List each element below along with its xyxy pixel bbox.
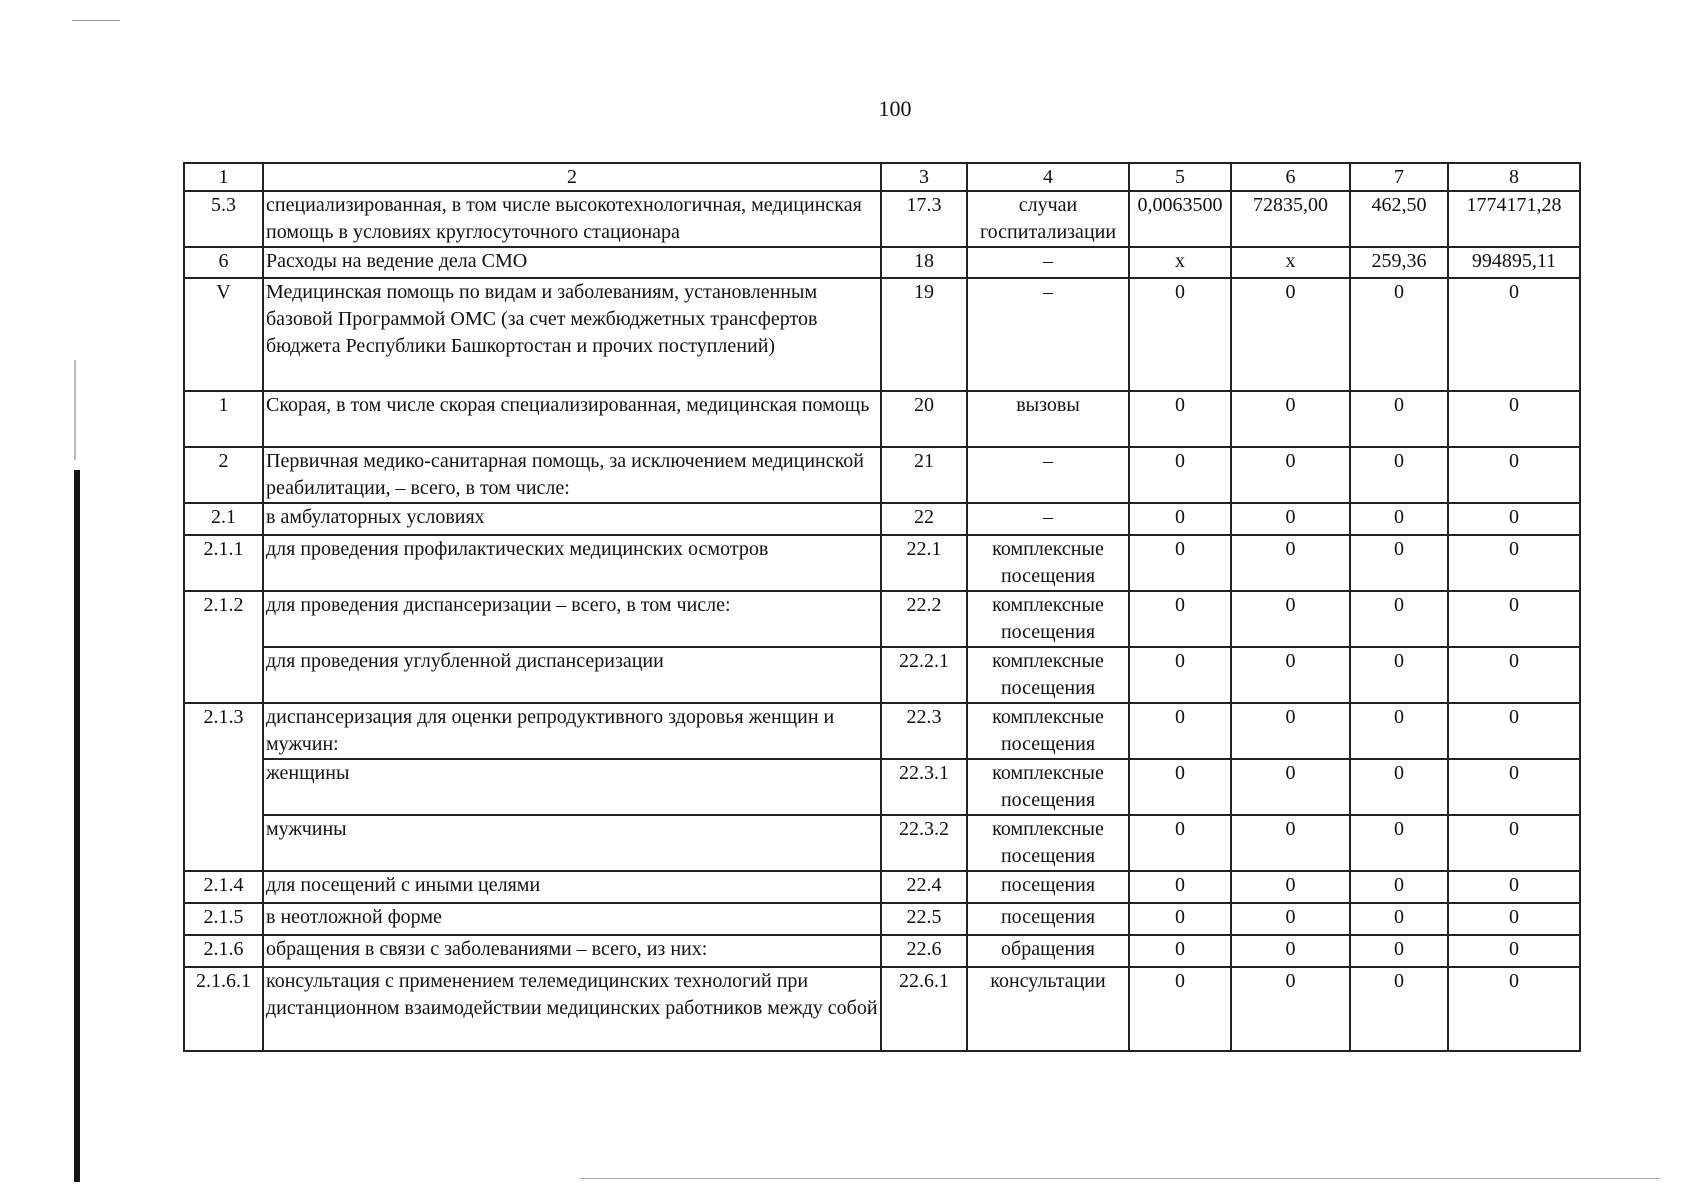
row-col5: 0 xyxy=(1129,759,1231,815)
row-code: 22.2.1 xyxy=(881,647,967,703)
scan-mark xyxy=(72,20,120,21)
row-col8: 0 xyxy=(1448,535,1580,591)
row-col5: 0 xyxy=(1129,447,1231,503)
table-row xyxy=(184,967,1580,1051)
row-col5: 0 xyxy=(1129,967,1231,1051)
row-col6: 0 xyxy=(1231,535,1350,591)
row-name: Расходы на ведение дела СМО xyxy=(263,247,881,278)
row-code: 17.3 xyxy=(881,191,967,247)
header-cell: 3 xyxy=(881,163,967,191)
row-number: 2.1.6.1 xyxy=(184,967,263,1051)
row-number: 2 xyxy=(184,447,263,503)
row-col6: 0 xyxy=(1231,759,1350,815)
row-col6: 0 xyxy=(1231,935,1350,967)
header-cell: 2 xyxy=(263,163,881,191)
table-row xyxy=(184,591,1580,647)
table-row xyxy=(184,703,1580,759)
row-unit: комплексные посещения xyxy=(967,591,1129,647)
table-row xyxy=(184,815,1580,871)
row-unit: посещения xyxy=(967,871,1129,903)
row-col5: 0 xyxy=(1129,391,1231,447)
row-name: для посещений с иными целями xyxy=(263,871,881,903)
row-col6: 0 xyxy=(1231,591,1350,647)
row-name: обращения в связи с заболеваниями – всего, из них: xyxy=(263,935,881,967)
row-col5: 0 xyxy=(1129,503,1231,535)
row-unit: комплексные посещения xyxy=(967,647,1129,703)
row-number: V xyxy=(184,278,263,391)
row-unit: случаи госпитализации xyxy=(967,191,1129,247)
row-name: женщины xyxy=(263,759,881,815)
row-number: 6 xyxy=(184,247,263,278)
row-name: для проведения диспансеризации – всего, в том числе: xyxy=(263,591,881,647)
row-name: Медицинская помощь по видам и заболеваниям, установленным базовой Программой ОМС (за счет межбюджетных трансфертов бюджета Республики Башкортостан и прочих поступлений) xyxy=(263,278,881,391)
row-unit: – xyxy=(967,503,1129,535)
row-unit: – xyxy=(967,278,1129,391)
row-col8: 0 xyxy=(1448,703,1580,759)
row-name: для проведения углубленной диспансеризации xyxy=(263,647,881,703)
row-col6: 0 xyxy=(1231,647,1350,703)
row-code: 22.3.2 xyxy=(881,815,967,871)
row-unit: комплексные посещения xyxy=(967,815,1129,871)
row-col6: х xyxy=(1231,247,1350,278)
row-unit: – xyxy=(967,447,1129,503)
row-unit: комплексные посещения xyxy=(967,535,1129,591)
row-code: 22.6.1 xyxy=(881,967,967,1051)
row-number: 2.1.1 xyxy=(184,535,263,591)
row-col7: 0 xyxy=(1350,871,1448,903)
row-col7: 0 xyxy=(1350,935,1448,967)
row-code: 19 xyxy=(881,278,967,391)
row-col8: 994895,11 xyxy=(1448,247,1580,278)
row-code: 22.2 xyxy=(881,591,967,647)
row-col8: 0 xyxy=(1448,759,1580,815)
row-col7: 0 xyxy=(1350,535,1448,591)
row-col7: 0 xyxy=(1350,647,1448,703)
table-row xyxy=(184,503,1580,535)
row-name: для проведения профилактических медицинских осмотров xyxy=(263,535,881,591)
row-name: Первичная медико-санитарная помощь, за исключением медицинской реабилитации, – всего, в том числе: xyxy=(263,447,881,503)
row-col7: 0 xyxy=(1350,903,1448,935)
row-col5: 0 xyxy=(1129,871,1231,903)
scan-edge xyxy=(74,470,80,1182)
page-number: 100 xyxy=(878,96,912,121)
row-unit: вызовы xyxy=(967,391,1129,447)
row-col7: 0 xyxy=(1350,447,1448,503)
row-col6: 0 xyxy=(1231,703,1350,759)
row-unit: обращения xyxy=(967,935,1129,967)
row-name: Скорая, в том числе скорая специализированная, медицинская помощь xyxy=(263,391,881,447)
row-col5: 0,0063500 xyxy=(1129,191,1231,247)
row-col5: 0 xyxy=(1129,815,1231,871)
row-col7: 0 xyxy=(1350,759,1448,815)
row-number: 2.1.6 xyxy=(184,935,263,967)
row-col5: 0 xyxy=(1129,278,1231,391)
row-code: 20 xyxy=(881,391,967,447)
scan-bottom-line xyxy=(580,1178,1660,1179)
table-row xyxy=(184,935,1580,967)
row-col7: 0 xyxy=(1350,391,1448,447)
row-col8: 0 xyxy=(1448,591,1580,647)
row-name: специализированная, в том числе высокотехнологичная, медицинская помощь в условиях круглосуточного стационара xyxy=(263,191,881,247)
row-code: 22.1 xyxy=(881,535,967,591)
row-col5: 0 xyxy=(1129,935,1231,967)
header-cell: 5 xyxy=(1129,163,1231,191)
row-code: 18 xyxy=(881,247,967,278)
row-col6: 0 xyxy=(1231,503,1350,535)
data-table xyxy=(183,162,1581,1052)
row-col8: 0 xyxy=(1448,871,1580,903)
row-col8: 0 xyxy=(1448,815,1580,871)
row-code: 22.5 xyxy=(881,903,967,935)
row-name: консультация с применением телемедицинских технологий при дистанционном взаимодействии медицинских работников между собой xyxy=(263,967,881,1051)
row-number: 2.1.5 xyxy=(184,903,263,935)
header-cell: 7 xyxy=(1350,163,1448,191)
row-col7: 0 xyxy=(1350,278,1448,391)
table-row xyxy=(184,903,1580,935)
row-col5: 0 xyxy=(1129,703,1231,759)
row-col7: 0 xyxy=(1350,503,1448,535)
row-unit: комплексные посещения xyxy=(967,759,1129,815)
row-col8: 0 xyxy=(1448,391,1580,447)
row-number: 2.1.2 xyxy=(184,591,263,703)
row-col7: 0 xyxy=(1350,815,1448,871)
row-col6: 0 xyxy=(1231,815,1350,871)
table-row xyxy=(184,871,1580,903)
table-row xyxy=(184,278,1580,391)
row-number: 2.1 xyxy=(184,503,263,535)
row-col6: 72835,00 xyxy=(1231,191,1350,247)
row-number: 1 xyxy=(184,391,263,447)
table-row xyxy=(184,647,1580,703)
row-col6: 0 xyxy=(1231,447,1350,503)
row-col6: 0 xyxy=(1231,391,1350,447)
row-code: 21 xyxy=(881,447,967,503)
header-row xyxy=(184,163,1580,191)
header-cell: 8 xyxy=(1448,163,1580,191)
row-col7: 0 xyxy=(1350,967,1448,1051)
row-code: 22.3 xyxy=(881,703,967,759)
row-name: мужчины xyxy=(263,815,881,871)
row-col8: 0 xyxy=(1448,503,1580,535)
scan-edge-faint xyxy=(74,360,76,460)
row-name: в неотложной форме xyxy=(263,903,881,935)
row-unit: консультации xyxy=(967,967,1129,1051)
row-col8: 0 xyxy=(1448,935,1580,967)
row-col6: 0 xyxy=(1231,278,1350,391)
table-row xyxy=(184,447,1580,503)
row-col5: 0 xyxy=(1129,535,1231,591)
row-number: 2.1.4 xyxy=(184,871,263,903)
row-col5: 0 xyxy=(1129,647,1231,703)
row-col7: 0 xyxy=(1350,703,1448,759)
row-col8: 1774171,28 xyxy=(1448,191,1580,247)
row-col5: 0 xyxy=(1129,591,1231,647)
table-row xyxy=(184,391,1580,447)
table-row xyxy=(184,759,1580,815)
row-col8: 0 xyxy=(1448,647,1580,703)
row-col8: 0 xyxy=(1448,903,1580,935)
row-name: в амбулаторных условиях xyxy=(263,503,881,535)
row-col6: 0 xyxy=(1231,967,1350,1051)
row-code: 22.4 xyxy=(881,871,967,903)
row-col5: 0 xyxy=(1129,903,1231,935)
row-col6: 0 xyxy=(1231,871,1350,903)
row-col8: 0 xyxy=(1448,447,1580,503)
row-unit: посещения xyxy=(967,903,1129,935)
row-number: 5.3 xyxy=(184,191,263,247)
row-col8: 0 xyxy=(1448,967,1580,1051)
row-col5: х xyxy=(1129,247,1231,278)
row-code: 22.3.1 xyxy=(881,759,967,815)
row-code: 22 xyxy=(881,503,967,535)
row-unit: комплексные посещения xyxy=(967,703,1129,759)
header-cell: 6 xyxy=(1231,163,1350,191)
row-col7: 0 xyxy=(1350,591,1448,647)
row-col6: 0 xyxy=(1231,903,1350,935)
header-cell: 4 xyxy=(967,163,1129,191)
table-row xyxy=(184,247,1580,278)
row-col7: 462,50 xyxy=(1350,191,1448,247)
row-col8: 0 xyxy=(1448,278,1580,391)
table-row xyxy=(184,535,1580,591)
row-code: 22.6 xyxy=(881,935,967,967)
header-cell: 1 xyxy=(184,163,263,191)
row-number: 2.1.3 xyxy=(184,703,263,871)
row-unit: – xyxy=(967,247,1129,278)
row-name: диспансеризация для оценки репродуктивного здоровья женщин и мужчин: xyxy=(263,703,881,759)
table-row xyxy=(184,191,1580,247)
row-col7: 259,36 xyxy=(1350,247,1448,278)
